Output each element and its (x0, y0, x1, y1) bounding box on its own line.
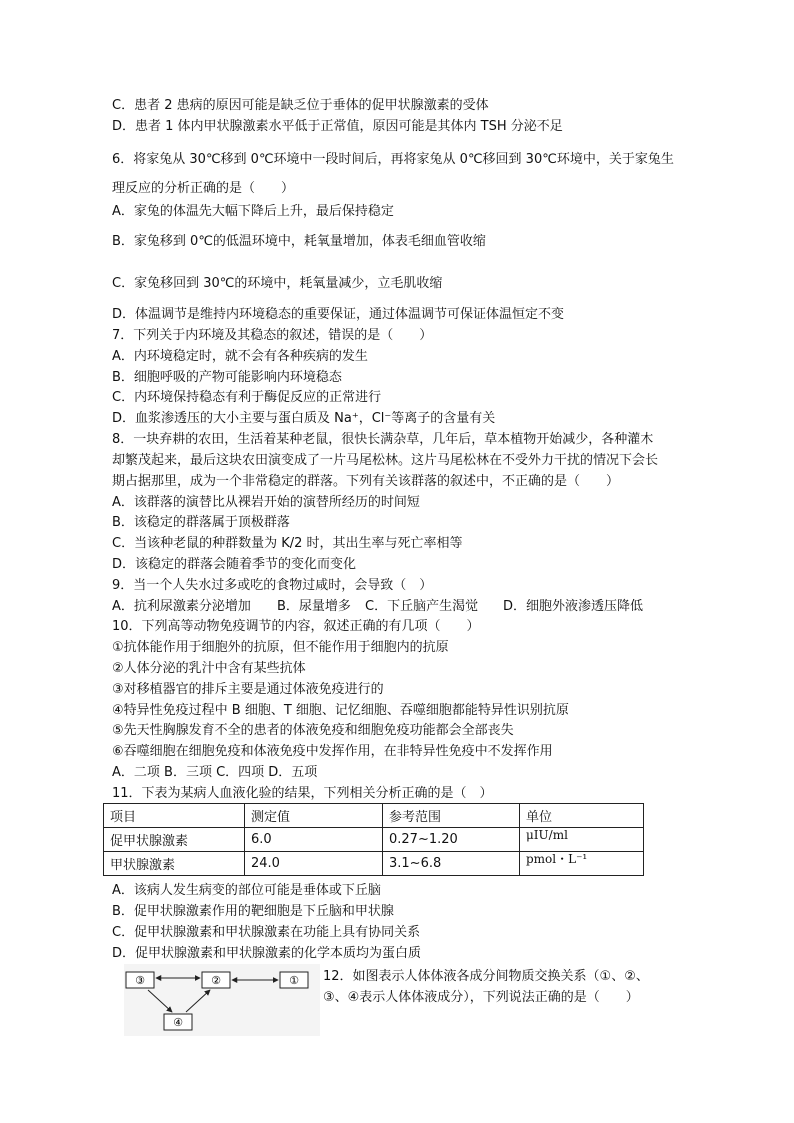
q10-item-4: ④特异性免疫过程中 B 细胞、T 细胞、记忆细胞、吞噬细胞都能特异性识别抗原 (112, 703, 569, 718)
q11-stem: 11．下表为某病人血液化验的结果，下列相关分析正确的是（ ） (112, 786, 493, 801)
q12-stem: 12．如图表示人体体液各成分间物质交换关系（①、②、 (323, 969, 649, 984)
q9-option-c: C．下丘脑产生渴觉 (365, 599, 479, 614)
table-cell: 3.1~6.8 (383, 852, 520, 876)
body-fluid-exchange-diagram (120, 962, 320, 1038)
node-1-label: ① (289, 974, 299, 987)
q6-option-c: C．家兔移回到 30℃的环境中，耗氧量减少，立毛肌收缩 (112, 276, 443, 291)
q6-option-b: B．家兔移到 0℃的低温环境中，耗氧量增加，体表毛细血管收缩 (112, 234, 486, 249)
table-cell: 甲状腺激素 (104, 852, 245, 876)
q8-option-a: A．该群落的演替比从裸岩开始的演替所经历的时间短 (112, 495, 420, 510)
q10-item-2: ②人体分泌的乳汁中含有某些抗体 (112, 661, 306, 676)
q7-option-a: A．内环境稳定时，就不会有各种疾病的发生 (112, 349, 368, 364)
q6-option-a: A．家兔的体温先大幅下降后上升，最后保持稳定 (112, 204, 394, 219)
q6-stem-cont: 理反应的分析正确的是（ ） (112, 181, 295, 196)
q5-option-c: C．患者 2 患病的原因可能是缺乏位于垂体的促甲状腺激素的受体 (112, 98, 489, 113)
table-cell: 24.0 (245, 852, 383, 876)
blood-test-table (103, 803, 644, 876)
table-cell: 0.27~1.20 (383, 828, 520, 852)
q10-item-6: ⑥吞噬细胞在细胞免疫和体液免疫中发挥作用，在非特异性免疫中不发挥作用 (112, 744, 553, 759)
q7-option-d: D．血浆渗透压的大小主要与蛋白质及 Na⁺，Cl⁻等离子的含量有关 (112, 411, 496, 426)
q7-option-c: C．内环境保持稳态有利于酶促反应的正常进行 (112, 390, 382, 405)
q8-option-c: C．当该种老鼠的种群数量为 K/2 时，其出生率与死亡率相等 (112, 536, 463, 551)
table-cell: pmol・L⁻¹ (520, 852, 644, 876)
q11-option-b: B．促甲状腺激素作用的靶细胞是下丘脑和甲状腺 (112, 904, 394, 919)
node-4-label: ④ (173, 1016, 183, 1029)
q10-item-1: ①抗体能作用于细胞外的抗原，但不能作用于细胞内的抗原 (112, 640, 449, 655)
table-cell: 促甲状腺激素 (104, 828, 245, 852)
q12-stem-cont: ③、④表示人体体液成分），下列说法正确的是（ ） (323, 990, 639, 1005)
table-header-row (104, 804, 644, 828)
table-cell: μIU/ml (520, 828, 644, 852)
q6-stem: 6．将家兔从 30℃移到 0℃环境中一段时间后，再将家兔从 0℃移回到 30℃环境中，关于家兔生 (112, 152, 674, 167)
table-cell: 6.0 (245, 828, 383, 852)
q10-item-5: ⑤先天性胸腺发育不全的患者的体液免疫和细胞免疫功能都会全部丧失 (112, 723, 514, 738)
node-3-label: ③ (135, 974, 145, 987)
q7-stem: 7．下列关于内环境及其稳态的叙述，错误的是（ ） (112, 328, 433, 343)
q9-option-a: A．抗利尿激素分泌增加 (112, 599, 251, 614)
q10-stem: 10．下列高等动物免疫调节的内容，叙述正确的有几项（ ） (112, 619, 480, 634)
q11-option-a: A．该病人发生病变的部位可能是垂体或下丘脑 (112, 883, 381, 898)
table-header: 单位 (520, 804, 644, 828)
q7-option-b: B．细胞呼吸的产物可能影响内环境稳态 (112, 370, 342, 385)
q8-option-d: D．该稳定的群落会随着季节的变化而变化 (112, 557, 357, 572)
q11-option-c: C．促甲状腺激素和甲状腺激素在功能上具有协同关系 (112, 925, 421, 940)
table-row (104, 852, 644, 876)
q5-option-d: D．患者 1 体内甲状腺激素水平低于正常值，原因可能是其体内 TSH 分泌不足 (112, 119, 563, 134)
table-header: 参考范围 (383, 804, 520, 828)
q8-stem: 8．一块弃耕的农田，生活着某种老鼠，很快长满杂草，几年后，草本植物开始减少，各种灌木 (112, 432, 654, 447)
q6-option-d: D．体温调节是维持内环境稳态的重要保证，通过体温调节可保证体温恒定不变 (112, 307, 565, 322)
table-header: 测定值 (245, 804, 383, 828)
table-row (104, 828, 644, 852)
table-header: 项目 (104, 804, 245, 828)
q10-item-3: ③对移植器官的排斥主要是通过体液免疫进行的 (112, 682, 384, 697)
q8-option-b: B．该稳定的群落属于顶极群落 (112, 515, 290, 530)
q9-option-b: B．尿量增多 (277, 599, 351, 614)
q9-stem: 9．当一个人失水过多或吃的食物过咸时，会导致（ ） (112, 578, 433, 593)
q9-option-d: D．细胞外液渗透压降低 (503, 599, 644, 614)
q8-stem-cont-2: 期占据那里，成为一个非常稳定的群落。下列有关该群落的叙述中，不正确的是（ ） (112, 474, 620, 489)
q9-options (112, 598, 643, 616)
q8-stem-cont-1: 却繁茂起来，最后这块农田演变成了一片马尾松林。这片马尾松林在不受外力干扰的情况下会长 (112, 453, 659, 468)
node-2-label: ② (211, 974, 221, 987)
q10-options: A．二项 B．三项 C．四项 D．五项 (112, 765, 318, 780)
q11-option-d: D．促甲状腺激素和甲状腺激素的化学本质均为蛋白质 (112, 946, 422, 961)
